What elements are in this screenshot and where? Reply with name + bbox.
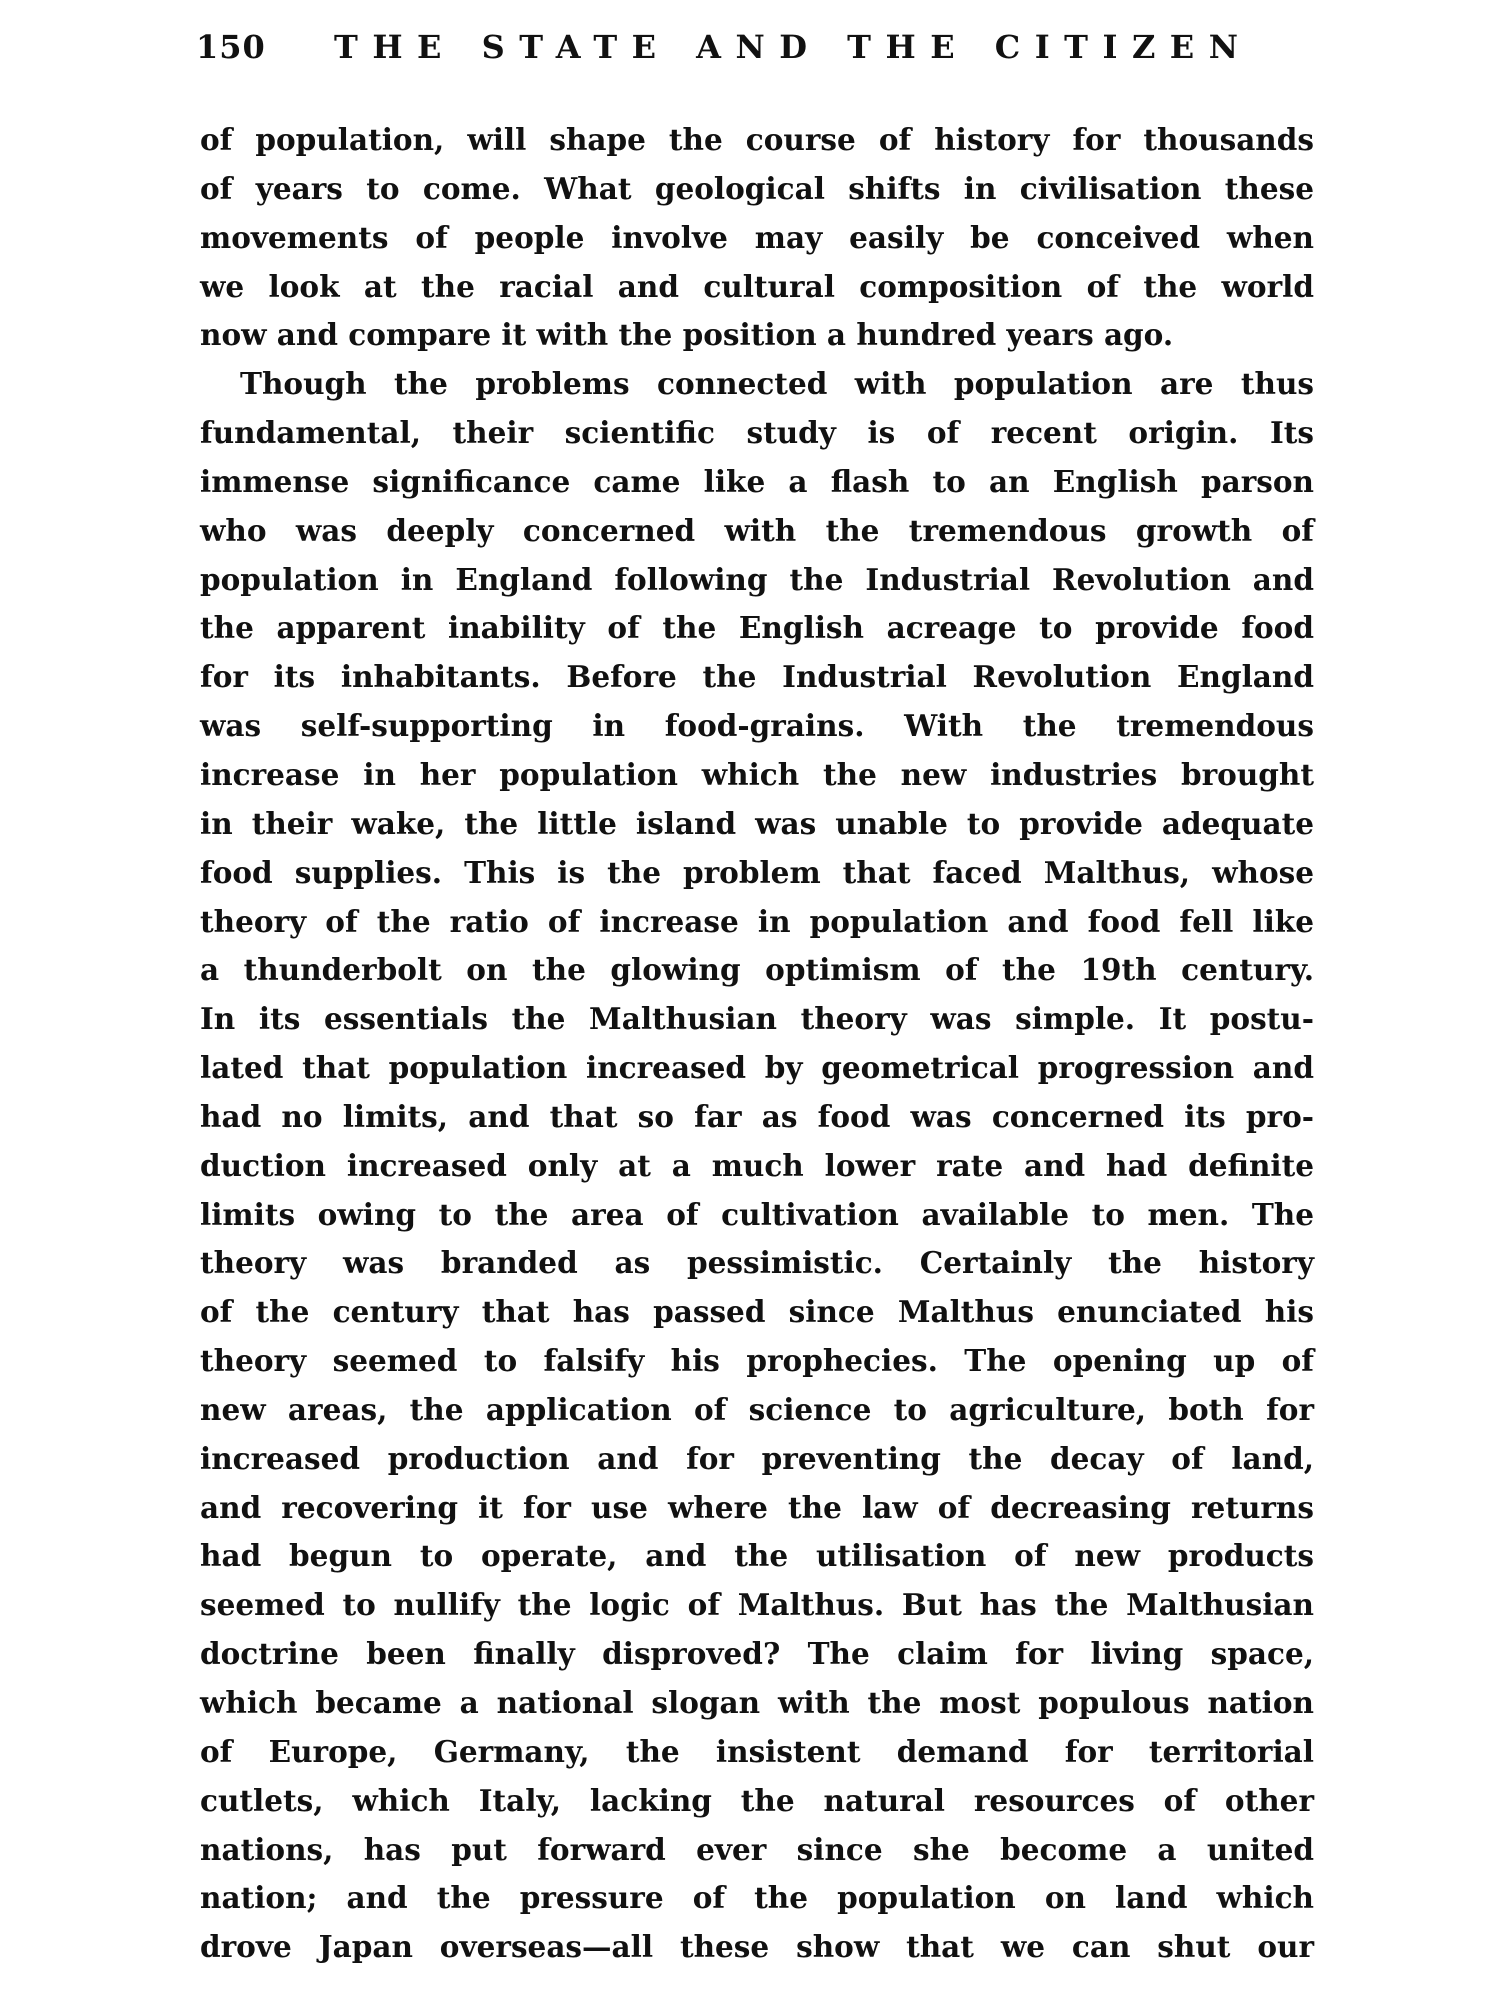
book-title: THE STATE AND THE CITIZEN [334,28,1253,66]
text-line: we look at the racial and cultural composition of the world [200,268,1314,304]
text-line: theory seemed to falsify his prophecies. The opening up of [200,1343,1314,1379]
text-line: nations, has put forward ever since she become a united [200,1831,1314,1867]
text-line: doctrine been finally disproved? The claim for living space, [200,1636,1314,1672]
text-line: for its inhabitants. Before the Industrial Revolution England [200,659,1314,695]
text-line: and recovering it for use where the law of decreasing returns [200,1489,1314,1525]
text-line: fundamental, their scientific study is of recent origin. Its [200,415,1314,451]
text-line: the apparent inability of the English acreage to provide food [200,610,1314,646]
text-line: of Europe, Germany, the insistent demand for territorial [200,1733,1314,1769]
text-line: cutlets, which Italy, lacking the natural resources of other [200,1782,1314,1818]
text-line: a thunderbolt on the glowing optimism of the 19th century. [200,952,1314,988]
text-line: seemed to nullify the logic of Malthus. But has the Malthusian [200,1587,1314,1623]
text-line: of years to come. What geological shifts in civilisation these [200,170,1314,206]
text-line: limits owing to the area of cultivation available to men. The [200,1196,1314,1232]
text-line: movements of people involve may easily be conceived when [200,219,1314,255]
text-line: increased production and for preventing the decay of land, [200,1440,1314,1476]
text-line: had begun to operate, and the utilisation of new products [200,1538,1314,1574]
text-line: food supplies. This is the problem that faced Malthus, whose [200,854,1314,890]
text-line: in their wake, the little island was unable to provide adequate [200,805,1314,841]
text-line: drove Japan overseas—all these show that we can shut our [200,1929,1314,1965]
text-line: which became a national slogan with the most populous nation [200,1685,1314,1720]
text-line: population in England following the Industrial Revolution and [200,561,1314,597]
page-number: 150 [196,28,266,66]
text-line: In its essentials the Malthusian theory was simple. It postu- [200,1001,1314,1037]
paragraph-first-line: Though the problems connected with population are thus [240,366,1314,402]
text-line: was self-supporting in food-grains. With the tremendous [200,708,1314,744]
text-line: now and compare it with the position a hundred years ago. [200,317,1174,353]
running-head [196,28,1326,78]
text-line: nation; and the pressure of the population on land which [200,1880,1314,1916]
text-line: of the century that has passed since Malthus enunciated his [200,1294,1314,1330]
text-line: who was deeply concerned with the tremendous growth of [200,512,1314,548]
text-line: lated that population increased by geometrical progression and [200,1050,1314,1086]
text-line: of population, will shape the course of history for thousands [200,122,1314,157]
text-line: theory was branded as pessimistic. Certainly the history [200,1245,1314,1281]
text-line: immense significance came like a flash to an English parson [200,463,1314,499]
text-line: had no limits, and that so far as food was concerned its pro- [200,1098,1314,1134]
body-text [200,116,1314,1972]
text-line: new areas, the application of science to agriculture, both for [200,1391,1314,1427]
text-line: theory of the ratio of increase in population and food fell like [200,903,1314,939]
text-line: duction increased only at a much lower rate and had definite [200,1147,1314,1183]
text-line: increase in her population which the new industries brought [200,756,1314,792]
